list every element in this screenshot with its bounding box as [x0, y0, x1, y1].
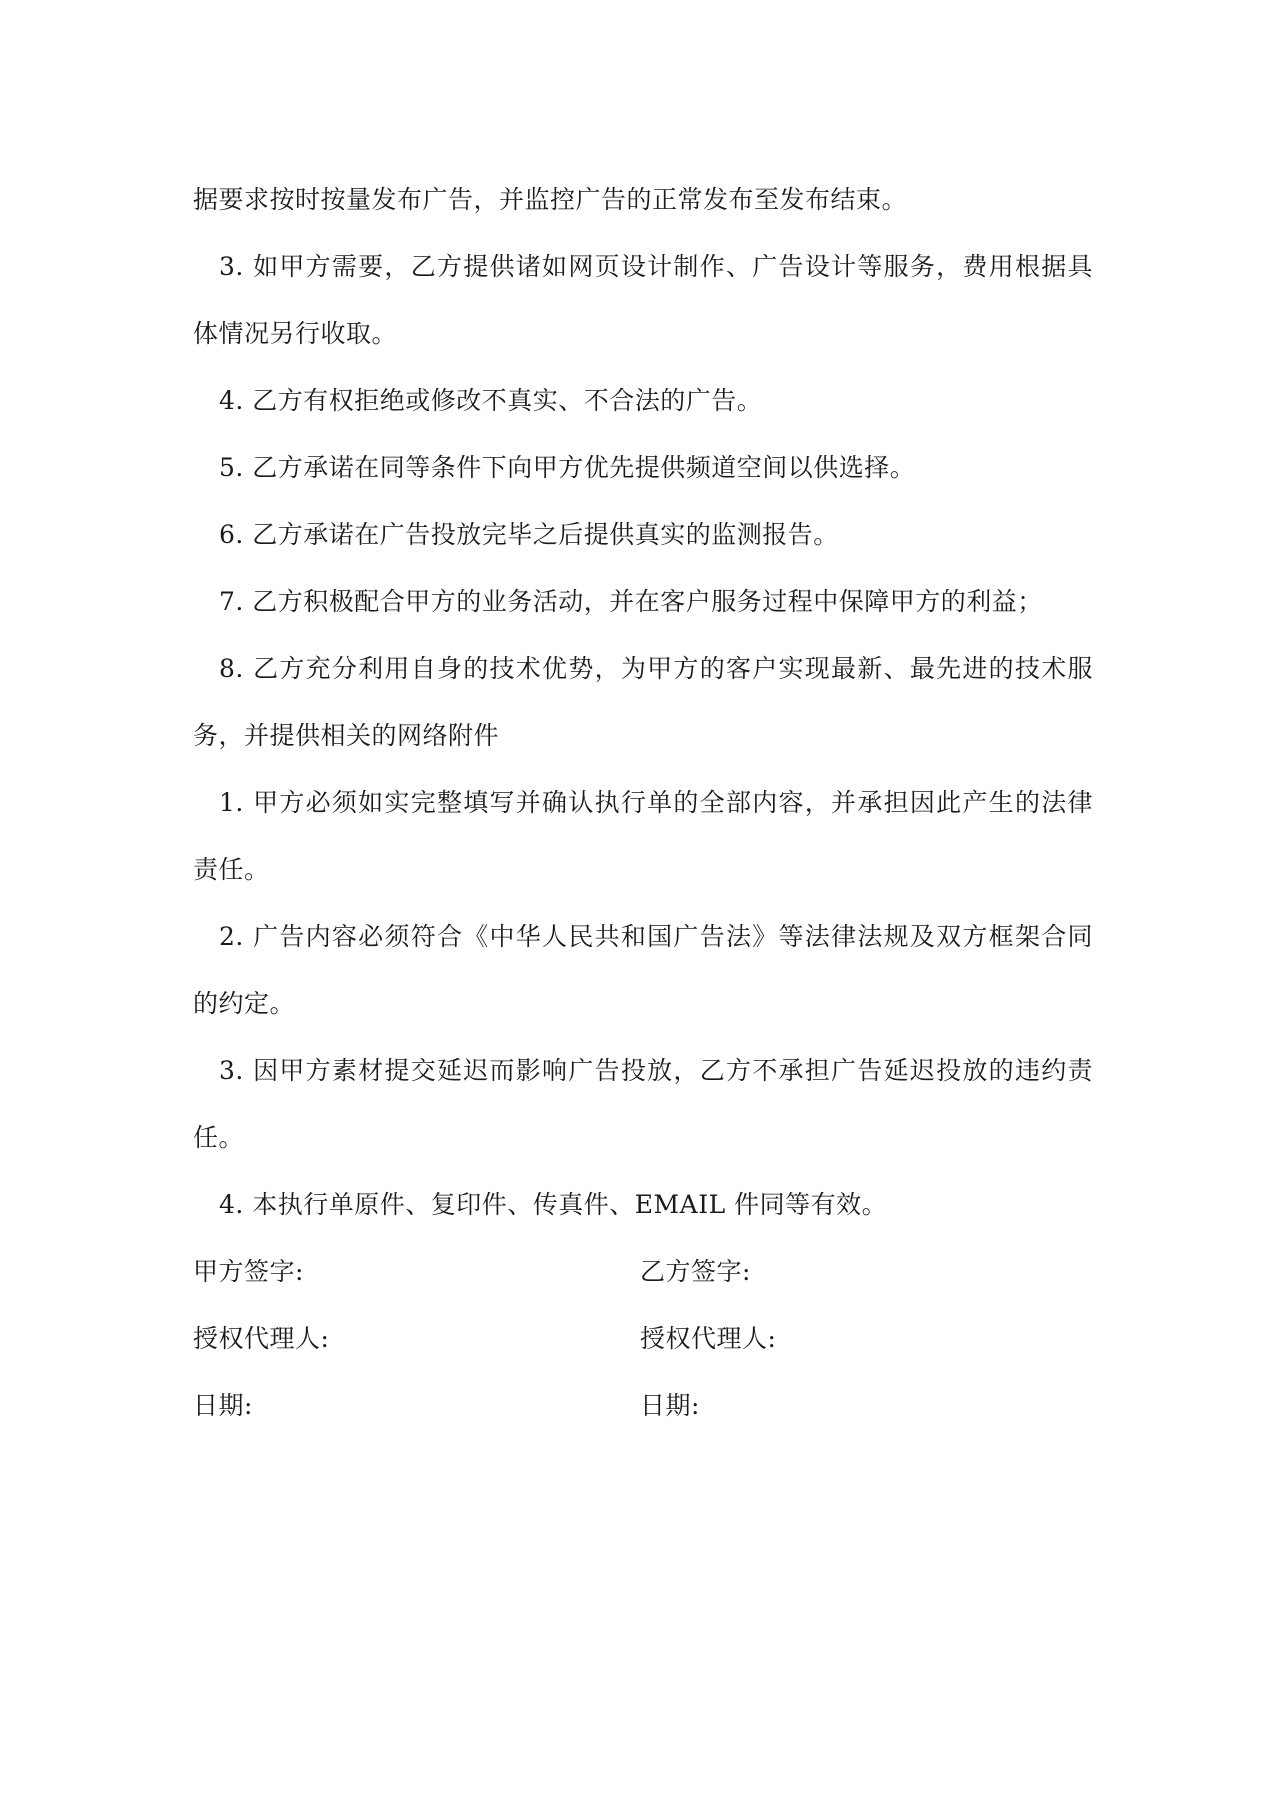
party-b-agent-label: 授权代理人: [640, 1324, 777, 1353]
paragraph-3: 5. 乙方承诺在同等条件下向甲方优先提供频道空间以供选择。 [219, 453, 916, 482]
paragraph-5: 7. 乙方积极配合甲方的业务活动，并在客户服务过程中保障甲方的利益； [219, 587, 1043, 616]
paragraph-7: 1. 甲方必须如实完整填写并确认执行单的全部内容，并承担因此产生的法律责任。 [193, 788, 1093, 884]
paragraph-4: 6. 乙方承诺在广告投放完毕之后提供真实的监测报告。 [219, 520, 839, 549]
party-b-date-label: 日期: [640, 1391, 700, 1420]
paragraph-0: 据要求按时按量发布广告，并监控广告的正常发布至发布结束。 [193, 185, 908, 214]
document-body [193, 166, 1093, 1439]
paragraph-9: 3. 因甲方素材提交延迟而影响广告投放，乙方不承担广告延迟投放的违约责任。 [193, 1056, 1093, 1152]
party-a-date-label: 日期: [193, 1391, 253, 1420]
paragraph-10: 4. 本执行单原件、复印件、传真件、EMAIL 件同等有效。 [219, 1190, 888, 1219]
paragraph-2: 4. 乙方有权拒绝或修改不真实、不合法的广告。 [219, 386, 763, 415]
signature-row-date [193, 1372, 1093, 1439]
signature-row-agent [193, 1305, 1093, 1372]
signature-row-sign [193, 1238, 1093, 1305]
party-a-agent-label: 授权代理人: [193, 1324, 330, 1353]
paragraph-6: 8. 乙方充分利用自身的技术优势，为甲方的客户实现最新、最先进的技术服务，并提供相关的网络附件 [193, 654, 1093, 750]
paragraph-1: 3. 如甲方需要，乙方提供诸如网页设计制作、广告设计等服务，费用根据具体情况另行收取。 [193, 252, 1093, 348]
party-b-sign-label: 乙方签字: [640, 1257, 751, 1286]
paragraph-8: 2. 广告内容必须符合《中华人民共和国广告法》等法律法规及双方框架合同的约定。 [193, 922, 1093, 1018]
party-a-sign-label: 甲方签字: [193, 1257, 304, 1286]
